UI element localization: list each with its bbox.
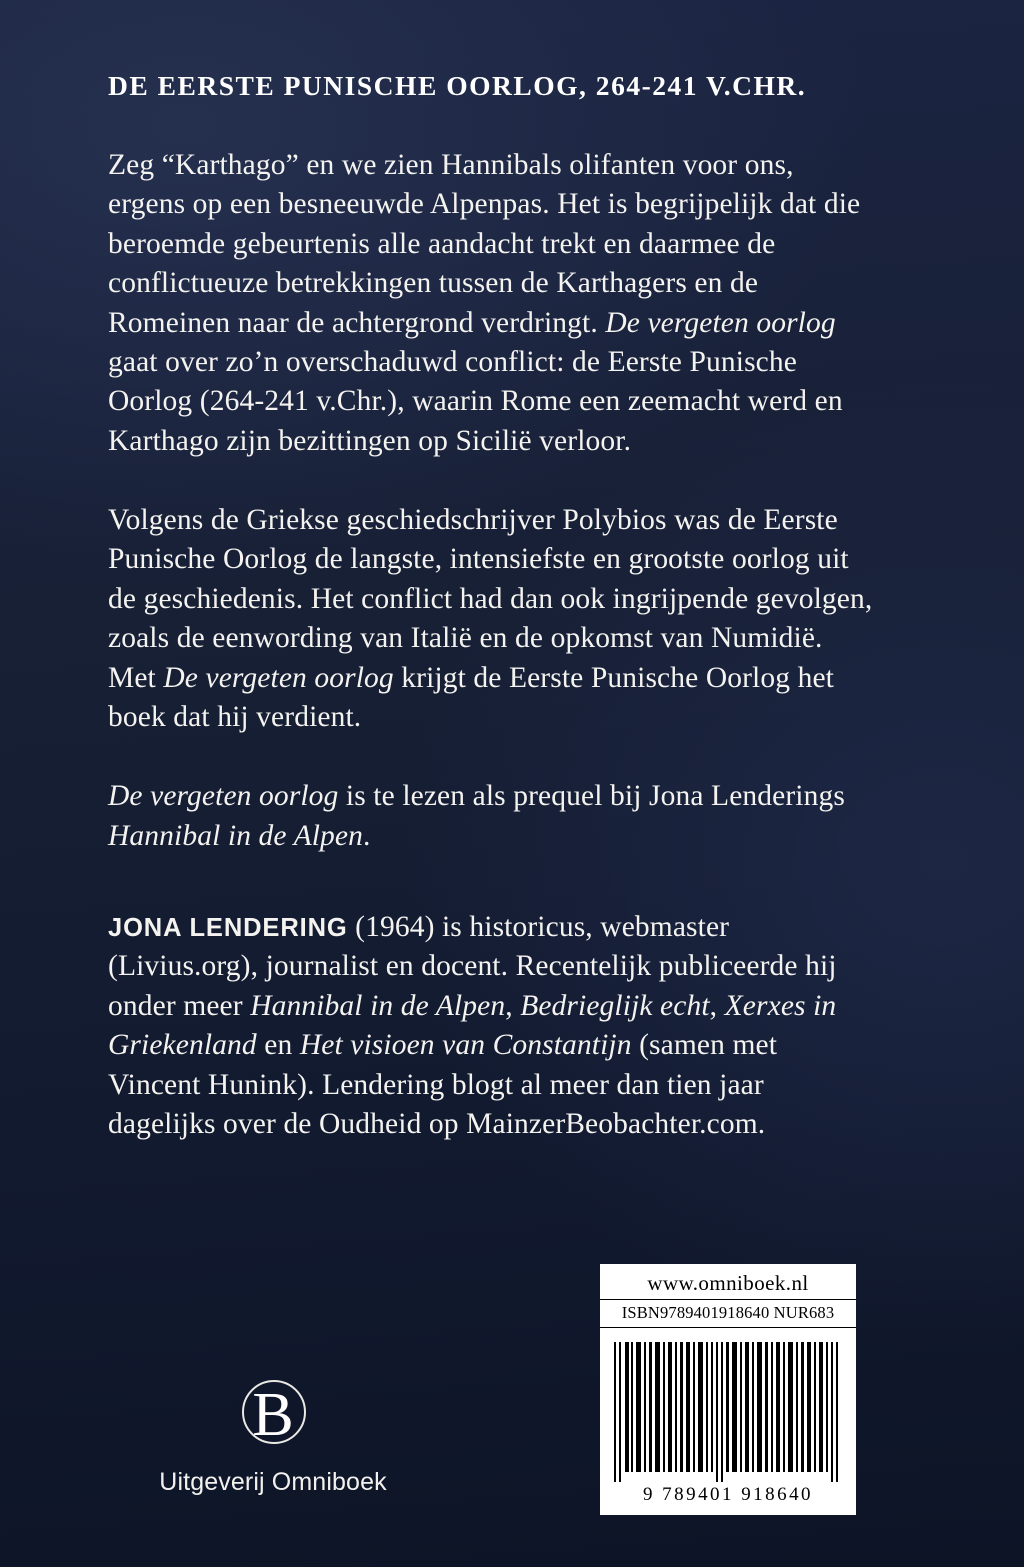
- author-bio-text-b: (samen met Vincent Hunink). Lendering blogt al meer dan tien jaar dagelijks over de Oudheid op MainzerBeobachter.com.: [108, 1029, 778, 1140]
- blurb-p2-text-b: krijgt de Eerste Punische Oorlog het boek dat hij verdient.: [108, 661, 834, 733]
- blurb-p3-book-title: De vergeten oorlog: [108, 780, 339, 813]
- omniboek-logo-icon: [232, 1378, 314, 1460]
- author-work-sep-3: en: [256, 1029, 300, 1062]
- barcode-block: [600, 1264, 856, 1515]
- author-work-sep-2: ,: [709, 989, 725, 1022]
- author-bio-text-a: (1964) is historicus, webmaster (Livius.org), journalist en docent. Recentelijk publiceerde hij onder meer: [108, 911, 837, 1022]
- isbn-nur-line: ISBN9789401918640 NUR683: [600, 1300, 856, 1328]
- blurb-p3-related-title: Hannibal in de Alpen: [108, 819, 363, 852]
- author-work-2: Bedrieglijk echt: [520, 989, 710, 1022]
- author-work-1: Hannibal in de Alpen: [250, 989, 506, 1022]
- author-work-3: Xerxes in Griekenland: [108, 989, 837, 1062]
- author-name: JONA LENDERING: [108, 914, 348, 942]
- author-bio: [108, 908, 876, 1144]
- page-title: DE EERSTE PUNISCHE OORLOG, 264-241 V.CHR.: [108, 70, 807, 101]
- blurb-p3-text-b: .: [363, 819, 371, 852]
- blurb-content: [108, 70, 876, 1144]
- barcode-digits: 9 789401 918640: [642, 1484, 814, 1505]
- logo-letter: B: [252, 1381, 294, 1449]
- blurb-paragraph-3: [108, 777, 876, 856]
- blurb-p2-book-title: De vergeten oorlog: [163, 661, 394, 694]
- blurb-p1-text-b: gaat over zo’n overschaduwd conflict: de Eerste Punische Oorlog (264-241 v.Chr.), waarin Rome een zeemacht werd en Karthago zijn bezittingen op Sicilië verloor.: [108, 345, 843, 457]
- blurb-paragraph-2: [108, 501, 876, 737]
- blurb-p1-book-title: De vergeten oorlog: [605, 306, 836, 339]
- blurb-paragraph-1: [108, 146, 876, 461]
- blurb-p2-text-a: Volgens de Griekse geschiedschrijver Polybios was de Eerste Punische Oorlog de langste, intensiefste en grootste oorlog uit de geschiedenis. Het conflict had dan ook ingrijpende gevolgen, zoals de eenwording van Italië en de opkomst van Numidië. Met: [108, 504, 873, 694]
- barcode-bars-icon: [612, 1342, 842, 1482]
- author-work-sep-1: ,: [505, 989, 521, 1022]
- publisher-name: Uitgeverij Omniboek: [159, 1468, 387, 1496]
- publisher-logo: [108, 1378, 438, 1497]
- publisher-website: www.omniboek.nl: [600, 1264, 856, 1300]
- blurb-p1-text-a: Zeg “Karthago” en we zien Hannibals olifanten voor ons, ergens op een besneeuwde Alpenpas. Het is begrijpelijk dat die beroemde gebeurtenis alle aandacht trekt en daarmee de conflictueuze betrekkingen tussen de Karthagers en de Romeinen naar de achtergrond verdringt.: [108, 149, 861, 339]
- author-work-4: Het visioen van Constantijn: [299, 1029, 632, 1062]
- blurb-p3-text-a: is te lezen als prequel bij Jona Lenderings: [338, 780, 845, 813]
